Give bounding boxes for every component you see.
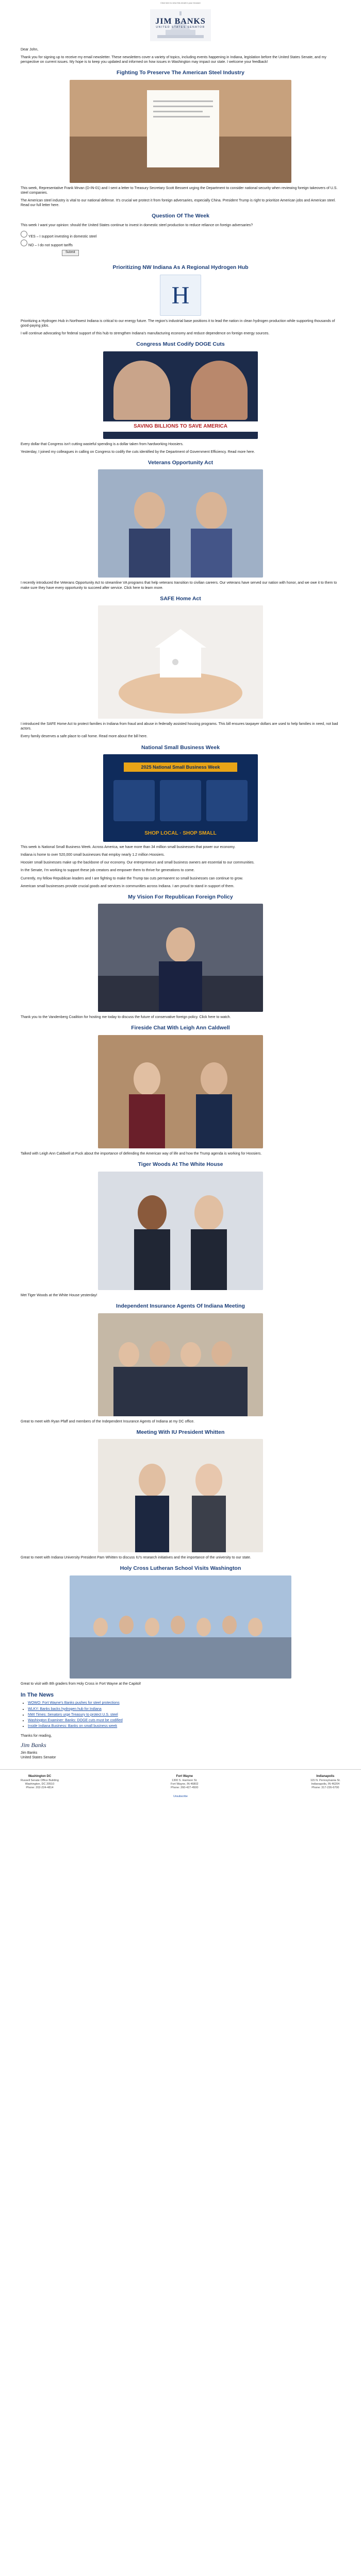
footer-office-line: 1300 S. Harrison St. — [172, 1778, 198, 1782]
poll-option-yes-label: YES – I support investing in domestic steel — [28, 235, 97, 239]
news-link[interactable]: WOWO: Fort Wayne's Banks pushes for steel protections — [28, 1701, 120, 1705]
veterans-photo — [98, 469, 263, 578]
news-item[interactable] — [28, 1718, 340, 1723]
footer-office-line: Fort Wayne, IN 46802 — [170, 1782, 199, 1786]
small-business-banner — [103, 754, 258, 842]
hydrogen-logo-letter: H — [171, 281, 190, 309]
foreign-policy-photo — [98, 904, 263, 1012]
steel-paragraph-2: The American steel industry is vital to our national defense. It's crucial we protect it from foreign adversaries, especially China. President Trump is right to prioritize American jobs and American steel. Read our full letter here. — [21, 199, 336, 208]
footer-office-line: Phone: 317-226-6700 — [311, 1786, 339, 1789]
poll-question: This week I want your opinion: should the United States continue to invest in domestic steel production to reduce reliance on foreign adversaries? — [21, 223, 253, 227]
section-title-foreign-policy: My Vision For Republican Foreign Policy — [128, 893, 233, 900]
footer-office-line: Indianapolis, IN 46204 — [311, 1782, 340, 1786]
section-title-question: Question Of The Week — [152, 213, 209, 219]
poll-option-no[interactable] — [21, 240, 340, 248]
hydrogen-paragraph-2: I will continue advocating for federal support of this hub to strengthen Indiana's manufacturing economy and reduce dependence on foreign energy sources. — [21, 331, 270, 335]
news-item[interactable] — [28, 1713, 340, 1717]
veterans-paragraph-1: I recently introduced the Veterans Opportunity Act to streamline VA programs that help veterans transition to civilian careers. Our veterans have served our nation with honor, and we owe it to them to make sure they have every opportunity to succeed after service. Click here to learn more. — [21, 581, 337, 590]
footer-office-line: Phone: 202-224-4814 — [26, 1786, 54, 1789]
steel-paragraph-1: This week, Representative Frank Mrvan (D-IN-01) and I sent a letter to Treasury Secretary Scott Bessent urging the Department to consider national security when reviewing foreign takeovers of U.S. steel companies. — [21, 186, 338, 195]
poll-option-no-label: NO – I do not support tariffs — [28, 244, 73, 248]
small-business-p3: Hoosier small businesses make up the backbone of our economy. Our entrepreneurs and small business owners are essential to our communities. — [21, 861, 255, 865]
footer-office — [310, 1775, 340, 1790]
doge-tv-photo — [103, 351, 258, 439]
news-item[interactable] — [28, 1701, 340, 1705]
signature — [21, 1741, 340, 1750]
footer-office-city: Indianapolis — [316, 1774, 335, 1778]
news-item[interactable] — [28, 1724, 340, 1728]
insurance-paragraph: Great to meet with Ryan Pfaff and members of the Independent Insurance Agents of Indiana at my DC office. — [21, 1419, 195, 1423]
fireside-chat-photo — [98, 1035, 263, 1148]
footer-office-line: 115 N. Pennsylvania St. — [310, 1778, 340, 1782]
footer-office-line: Phone: 260-427-4500 — [171, 1786, 199, 1789]
section-title-holy-cross: Holy Cross Lutheran School Visits Washington — [120, 1565, 241, 1572]
section-title-small-business: National Small Business Week — [141, 744, 220, 751]
small-business-p5: Currently, my fellow Republican leaders and I are fighting to make the Trump tax cuts permanent so small businesses can continue to grow. — [21, 876, 243, 880]
signoff-title: United States Senator — [21, 1755, 56, 1759]
hydrogen-paragraph-1: Prioritizing a Hydrogen Hub in Northwest Indiana is critical to our energy future. The region's industrial base positions it to lead the nation in clean hydrogen production while supporting thousands of good-paying jobs. — [21, 319, 335, 328]
signature-name: Jim Banks — [21, 1741, 46, 1749]
signoff-name: Jim Banks — [21, 1751, 38, 1755]
section-title-iu: Meeting With IU President Whitten — [136, 1429, 225, 1435]
news-link[interactable]: Inside Indiana Business: Banks on small business week — [28, 1724, 118, 1728]
fireside-paragraph: Talked with Leigh Ann Caldwell at Puck about the importance of defending the American way of life and how the Trump agenda is working for Hoosiers. — [21, 1152, 262, 1156]
iu-president-photo — [98, 1439, 263, 1552]
small-business-p6: American small businesses provide crucial goods and services in communities across Indiana. I am proud to stand in support of them. — [21, 884, 235, 888]
masthead-name: JIM BANKS — [155, 17, 206, 26]
news-link[interactable]: WLKY: Banks backs hydrogen hub for Indiana — [28, 1707, 102, 1711]
section-title-fireside: Fireside Chat With Leigh Ann Caldwell — [131, 1025, 230, 1031]
holy-cross-paragraph: Great to visit with 8th graders from Holy Cross in Fort Wayne at the Capitol! — [21, 1682, 141, 1686]
doge-paragraph-2: Yesterday, I joined my colleagues in calling on Congress to codify the cuts identified by the Department of Government Efficiency. Read more here. — [21, 450, 255, 454]
insurance-agents-photo — [98, 1313, 263, 1416]
small-business-banner-tagline: SHOP LOCAL · SHOP SMALL — [144, 831, 217, 837]
safe-home-paragraph-1: I introduced the SAFE Home Act to protect families in Indiana from fraud and abuse in federally assisted housing programs. This bill ensures taxpayer dollars are used to help families in need, not bad actors. — [21, 722, 338, 731]
foreign-policy-paragraph: Thank you to the Vandenberg Coalition for hosting me today to discuss the future of conservative foreign policy. Click here to watch. — [21, 1015, 231, 1020]
section-title-steel: Fighting To Preserve The American Steel Industry — [117, 70, 244, 76]
poll — [21, 223, 340, 256]
doge-banner: SAVING BILLIONS TO SAVE AMERICA — [103, 421, 258, 432]
safe-home-photo — [98, 605, 263, 719]
footer-office-line: Washington, DC 20510 — [25, 1782, 55, 1786]
safe-home-paragraph-2: Every family deserves a safe place to call home. Read more about the bill here. — [21, 735, 147, 739]
poll-radio-yes[interactable] — [21, 231, 27, 238]
steel-letter-photo — [70, 80, 291, 183]
footer-office — [21, 1775, 59, 1790]
section-title-hydrogen: Prioritizing NW Indiana As A Regional Hydrogen Hub — [112, 264, 249, 271]
news-title: In The News — [21, 1692, 54, 1699]
tiger-woods-photo — [98, 1172, 263, 1290]
news-item[interactable] — [28, 1707, 340, 1711]
footer-office — [171, 1775, 199, 1790]
hydrogen-hub-logo — [160, 275, 201, 316]
footer-office-city: Washington DC — [28, 1774, 52, 1778]
news-link[interactable]: Washington Examiner: Banks: DOGE cuts must be codified — [28, 1718, 123, 1722]
holy-cross-photo — [70, 1575, 291, 1679]
intro-paragraph: Thank you for signing up to receive my email newsletter. These newsletters cover a variety of topics, including events happening in Indiana, legislation before the United States Senate, and my perspective on current issues. My hope is to keep you updated and informed on how issues in Washington may impact our state. I welcome your feedback! — [21, 56, 326, 64]
tiger-woods-paragraph: Met Tiger Woods at the White House yesterday! — [21, 1293, 97, 1297]
section-title-veterans: Veterans Opportunity Act — [147, 459, 214, 466]
email-body — [0, 47, 361, 1760]
section-title-insurance: Independent Insurance Agents Of Indiana Meeting — [116, 1302, 245, 1309]
small-business-p4: In the Senate, I'm working to support these job creators and empower them to thrive for generations to come. — [21, 869, 195, 873]
section-title-doge: Congress Must Codify DOGE Cuts — [136, 341, 225, 347]
poll-option-yes[interactable] — [21, 231, 340, 239]
footer-office-line: Russell Senate Office Building — [21, 1778, 59, 1782]
small-business-p2: Indiana is home to over 520,000 small businesses that employ nearly 1.2 million Hoosiers. — [21, 853, 165, 857]
section-title-safe-home: SAFE Home Act — [160, 595, 201, 602]
unsubscribe-link[interactable]: Unsubscribe — [173, 1794, 188, 1798]
poll-submit-button[interactable]: Submit — [62, 250, 79, 256]
unsubscribe-row — [0, 1795, 361, 1799]
doge-paragraph-1: Every dollar that Congress isn't cutting wasteful spending is a dollar taken from hardworking Hoosiers. — [21, 442, 184, 446]
footer-office-city: Fort Wayne — [176, 1774, 193, 1778]
small-business-p1: This week is National Small Business Week. Across America, we have more than 34 million small businesses that power our economy. — [21, 845, 236, 850]
small-business-banner-title: 2025 National Small Business Week — [124, 762, 237, 772]
news-link[interactable]: NWI Times: Senators urge Treasury to protect U.S. steel — [28, 1713, 118, 1717]
iu-paragraph: Great to meet with Indiana University President Pam Whitten to discuss IU's research initiatives and the importance of the university to our state. — [21, 1556, 251, 1560]
masthead-subtitle: UNITED STATES SENATOR — [156, 26, 205, 29]
signoff-thanks: Thanks for reading, — [21, 1734, 52, 1738]
view-in-browser-link[interactable]: Click here to view this email in your browser — [160, 2, 201, 4]
greeting: Dear John, — [21, 48, 39, 52]
poll-radio-no[interactable] — [21, 240, 27, 246]
news-list — [21, 1701, 340, 1728]
masthead — [21, 9, 340, 42]
section-title-tiger-woods: Tiger Woods At The White House — [138, 1161, 223, 1168]
footer-offices — [0, 1769, 361, 1790]
